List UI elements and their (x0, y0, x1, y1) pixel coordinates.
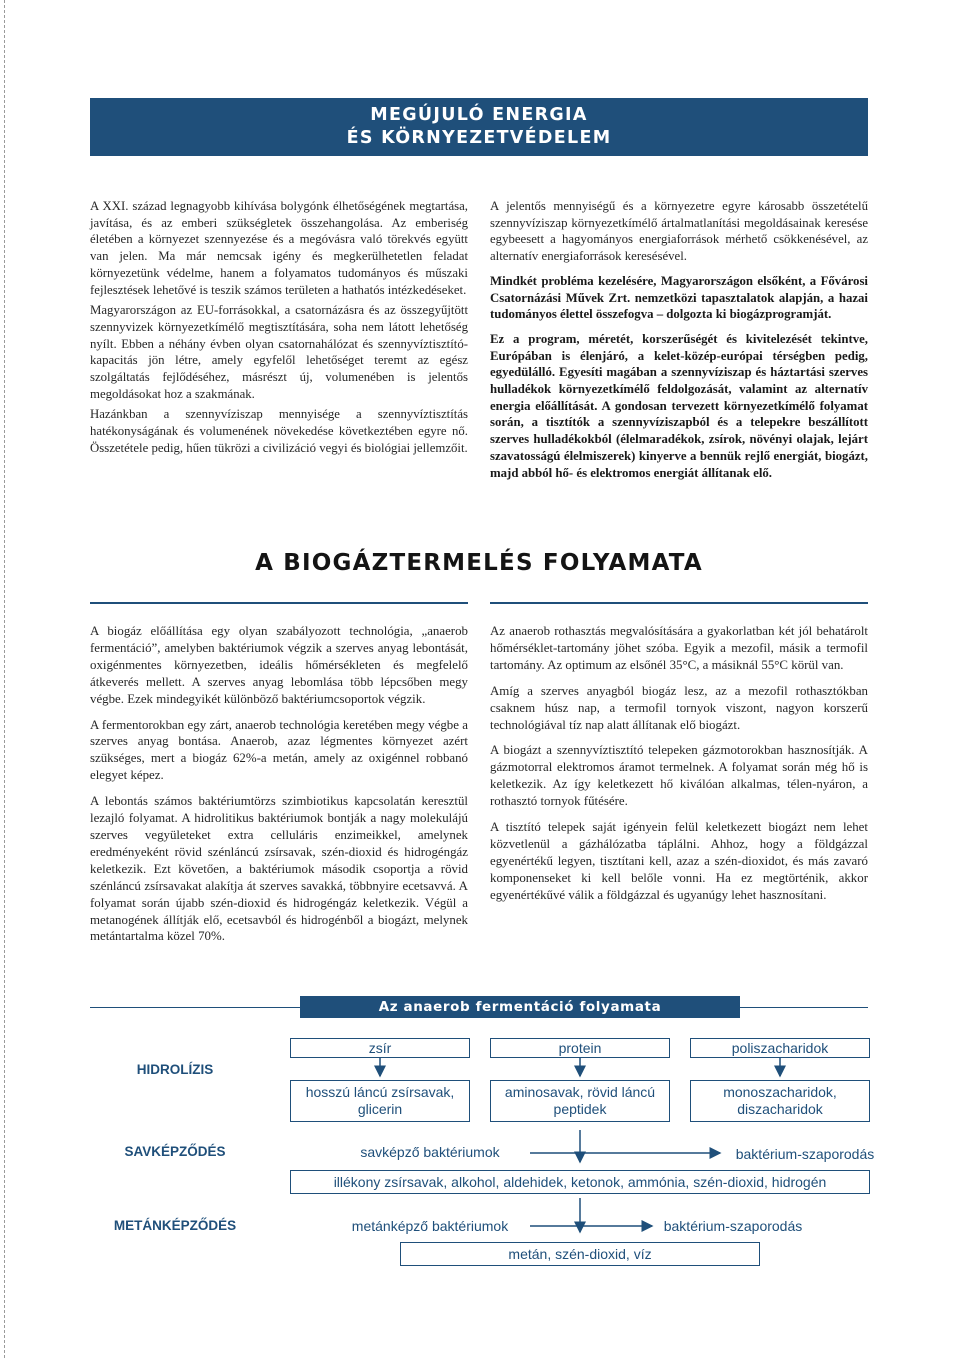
stage-methanogenesis: METÁNKÉPZŐDÉS (113, 1218, 237, 1233)
stage-hydrolysis: HIDROLÍZIS (136, 1062, 214, 1077)
product-fatty-acids: hosszú láncú zsírsavak, glicerin (290, 1080, 470, 1122)
diagram-title: Az anaerob fermentáció folyamata (300, 996, 740, 1018)
product-amino-acids: aminosavak, rövid láncú peptidek (490, 1080, 670, 1122)
intro-paragraph: Hazánkban a szennyvíziszap mennyisége a szennyvíztisztítás hatékonyságának és volumenének növekedése következtében egyre nő. Összetétele pedig, hűen tükrözi a civilizáció vegyi és biológiai jellemzőit. (90, 407, 468, 455)
input-protein: protein (490, 1038, 670, 1058)
product-saccharides: monoszacharidok, diszacharidok (690, 1080, 870, 1122)
section-paragraph: A biogáz előállítása egy olyan szabályozott technológia, „anaerob fermentáció”, amelyben baktériumok végzik a szerves anyag lebontását, oxigénmentes környezetben, ideális hőmérsékleten és megfelelő átkeverés mellett. A szerves anyag lebomlása több lépcsőben megy végbe. Ezek mindegyikét különböző baktériumcsoportok végzik. (90, 624, 468, 706)
intro-right-column (490, 198, 868, 485)
section-right-column (490, 623, 868, 913)
page-edge-dashes (4, 0, 5, 1358)
intro-paragraph: A jelentős mennyiségű és a környezetre egyre károsabb összetételű szennyvíziszap környezetkímélő ártalmatlanítási megoldásainak keresése egybeesett a hagyományos energiaforrások mérhető csökkenésével, az alternatív energiaforrások keresésével. (490, 199, 868, 264)
section-paragraph: Az anaerob rothasztás megvalósítására a gyakorlatban két jól behatárolt hőmérséklet-tartomány jöhet szóba. Egyik a mezofil, másik a termofil tartomány. Az optimum az elsőnél 35°C, a másiknál 55°C körül van. (490, 624, 868, 672)
section-divider-right (490, 602, 868, 604)
acid-bacteria-label: savképző baktériumok (360, 1144, 500, 1160)
intro-bold-paragraph: Mindkét probléma kezelésére, Magyarországon elsőként, a Fővárosi Csatornázási Művek Zrt. nemzetközi tapasztalatok alapján, a hazai tudományos élettel összefogva – dolgozta ki biogázprogramját. (490, 273, 868, 322)
banner-line-1: MEGÚJULÓ ENERGIA (370, 105, 588, 125)
section-title: A BIOGÁZTERMELÉS FOLYAMATA (255, 550, 703, 576)
intro-paragraph: A XXI. század legnagyobb kihívása bolygónk élhetőségének megtartása, javítása, és az emberi szükségletek összehangolása. Az emberiség életében a környezet szennyezése és a megóvásra való törekvés együtt van jelen. Ma már nemcsak igény és megkerülhetetlen feladat környezetünk védelme, hanem a folyamatos tudományos és műszaki fejlesztések lehetővé is teszik számos területen a hathatós intézkedéseket. (90, 199, 468, 297)
methane-growth-label: baktérium-szaporodás (663, 1218, 803, 1234)
section-divider-left (90, 602, 468, 604)
intro-bold-paragraph: Ez a program, méretét, korszerűségét és kivitelezését tekintve, Európában is élenjáró, a kelet-közép-európai térségben pedig, egyedülálló. Egyesíti magában a szennyvíziszap és háztartási szerves hulladékok környezetkímélő feldolgozását, valamint az alternatív energia előállítását. A gondosan tervezett környezetkímélő folyamat során, a tisztítók a szennyvíziszapból és a telepekre beszállított szerves hulladékokból (élelmaradékok, zsírok, növényi olajak, lejárt szavatosságú élelmiszerek) kinyerve a bennük rejlő energiát, biogázt, majd abból hő- és elektromos energiát állítanak elő. (490, 331, 868, 480)
intermediates-box: illékony zsírsavak, alkohol, aldehidek, ketonok, ammónia, szén-dioxid, hidrogén (290, 1170, 870, 1194)
stage-acidogenesis: SAVKÉPZŐDÉS (124, 1144, 226, 1159)
section-paragraph: A tisztító telepek saját igényein felül keletkezett biogázt nem lehet közvetlenül a gázhálózatba táplálni. Ahhoz, hogy a földgázzal egyenértékű legyen, tisztítani kell, azaz a szén-dioxidot, és más zavaró komponenseket ki kell belőle vonni. Ha ez megtörténik, akkor egyenértékűvé válik a földgázzal és ugyanúgy lehet hasznosítani. (490, 820, 868, 902)
input-fat: zsír (290, 1038, 470, 1058)
header-banner (90, 98, 868, 156)
fermentation-diagram (90, 990, 875, 1280)
section-left-column (90, 623, 468, 954)
input-polysaccharides: poliszacharidok (690, 1038, 870, 1058)
intro-left-column (90, 198, 468, 461)
section-paragraph: A biogázt a szennyvíztisztító telepeken gázmotorokban hasznosítják. A gázmotorral elektromos áramot termelnek. A folyamat során még hő is keletkezik. Az így keletkezett hő kiválóan alkalmas, télen-nyáron, a rothasztó tornyok fűtésére. (490, 743, 868, 809)
section-paragraph: A fermentorokban egy zárt, anaerob technológia keretében megy végbe a szerves anyag bontása. Anaerob, azaz légmentes környezet azért szükséges, mert a biogáz 62%-a metán, amely az oxigénnel robbanó elegyet képez. (90, 717, 468, 783)
section-paragraph: Amíg a szerves anyagból biogáz lesz, az a mezofil rothasztókban csaknem húsz nap, a termofil tornyok viszont, nagyon korszerű technológiával tíz nap alatt állítanak elő biogázt. (490, 683, 868, 732)
diagram-connectors (90, 990, 868, 1280)
final-products-box: metán, szén-dioxid, víz (400, 1242, 760, 1266)
acid-growth-label: baktérium-szaporodás (735, 1146, 875, 1162)
section-paragraph: A lebontás számos baktériumtörzs szimbiotikus kapcsolatán keresztül lezajló folyamat. A hidrolitikus baktériumok bontják a nagy molekulájú szerves vegyületeket extra celluláris enzimeikkel, amelynek eredményeként rövid szénláncú zsírsavak, szén-dioxid és hidrogéngáz keletkezik. Ezt követően, a baktériumok második csoportja a rövid szénláncú zsírsavakat alakítja át szerves savakká, többnyire ecetsavvá. A folyamat során újabb szén-dioxid és hidrogéngáz keletkezik. Végül a metanogének állítják elő, ecetsavból és hidrogénből a biogázt, melynek metántartalma közel 70%. (90, 794, 468, 944)
intro-paragraph: Magyarországon az EU-forrásokkal, a csatornázásra és az összegyűjtött szennyvizek környezetkímélő megtisztítására, soha nem látott lehetőség nyílt. Ebben a néhány évben olyan csatornahálózat és szennyvíztisztító-kapacitás jön létre, amely egyfelől lehetőséget teremt az egész szolgáltatás fejlődéséhez, másrészt új, volumenében is jelentős megoldásokat hoz a szakmának. (90, 303, 468, 401)
methane-bacteria-label: metánképző baktériumok (351, 1218, 509, 1234)
banner-line-2: ÉS KÖRNYEZETVÉDELEM (346, 128, 612, 148)
